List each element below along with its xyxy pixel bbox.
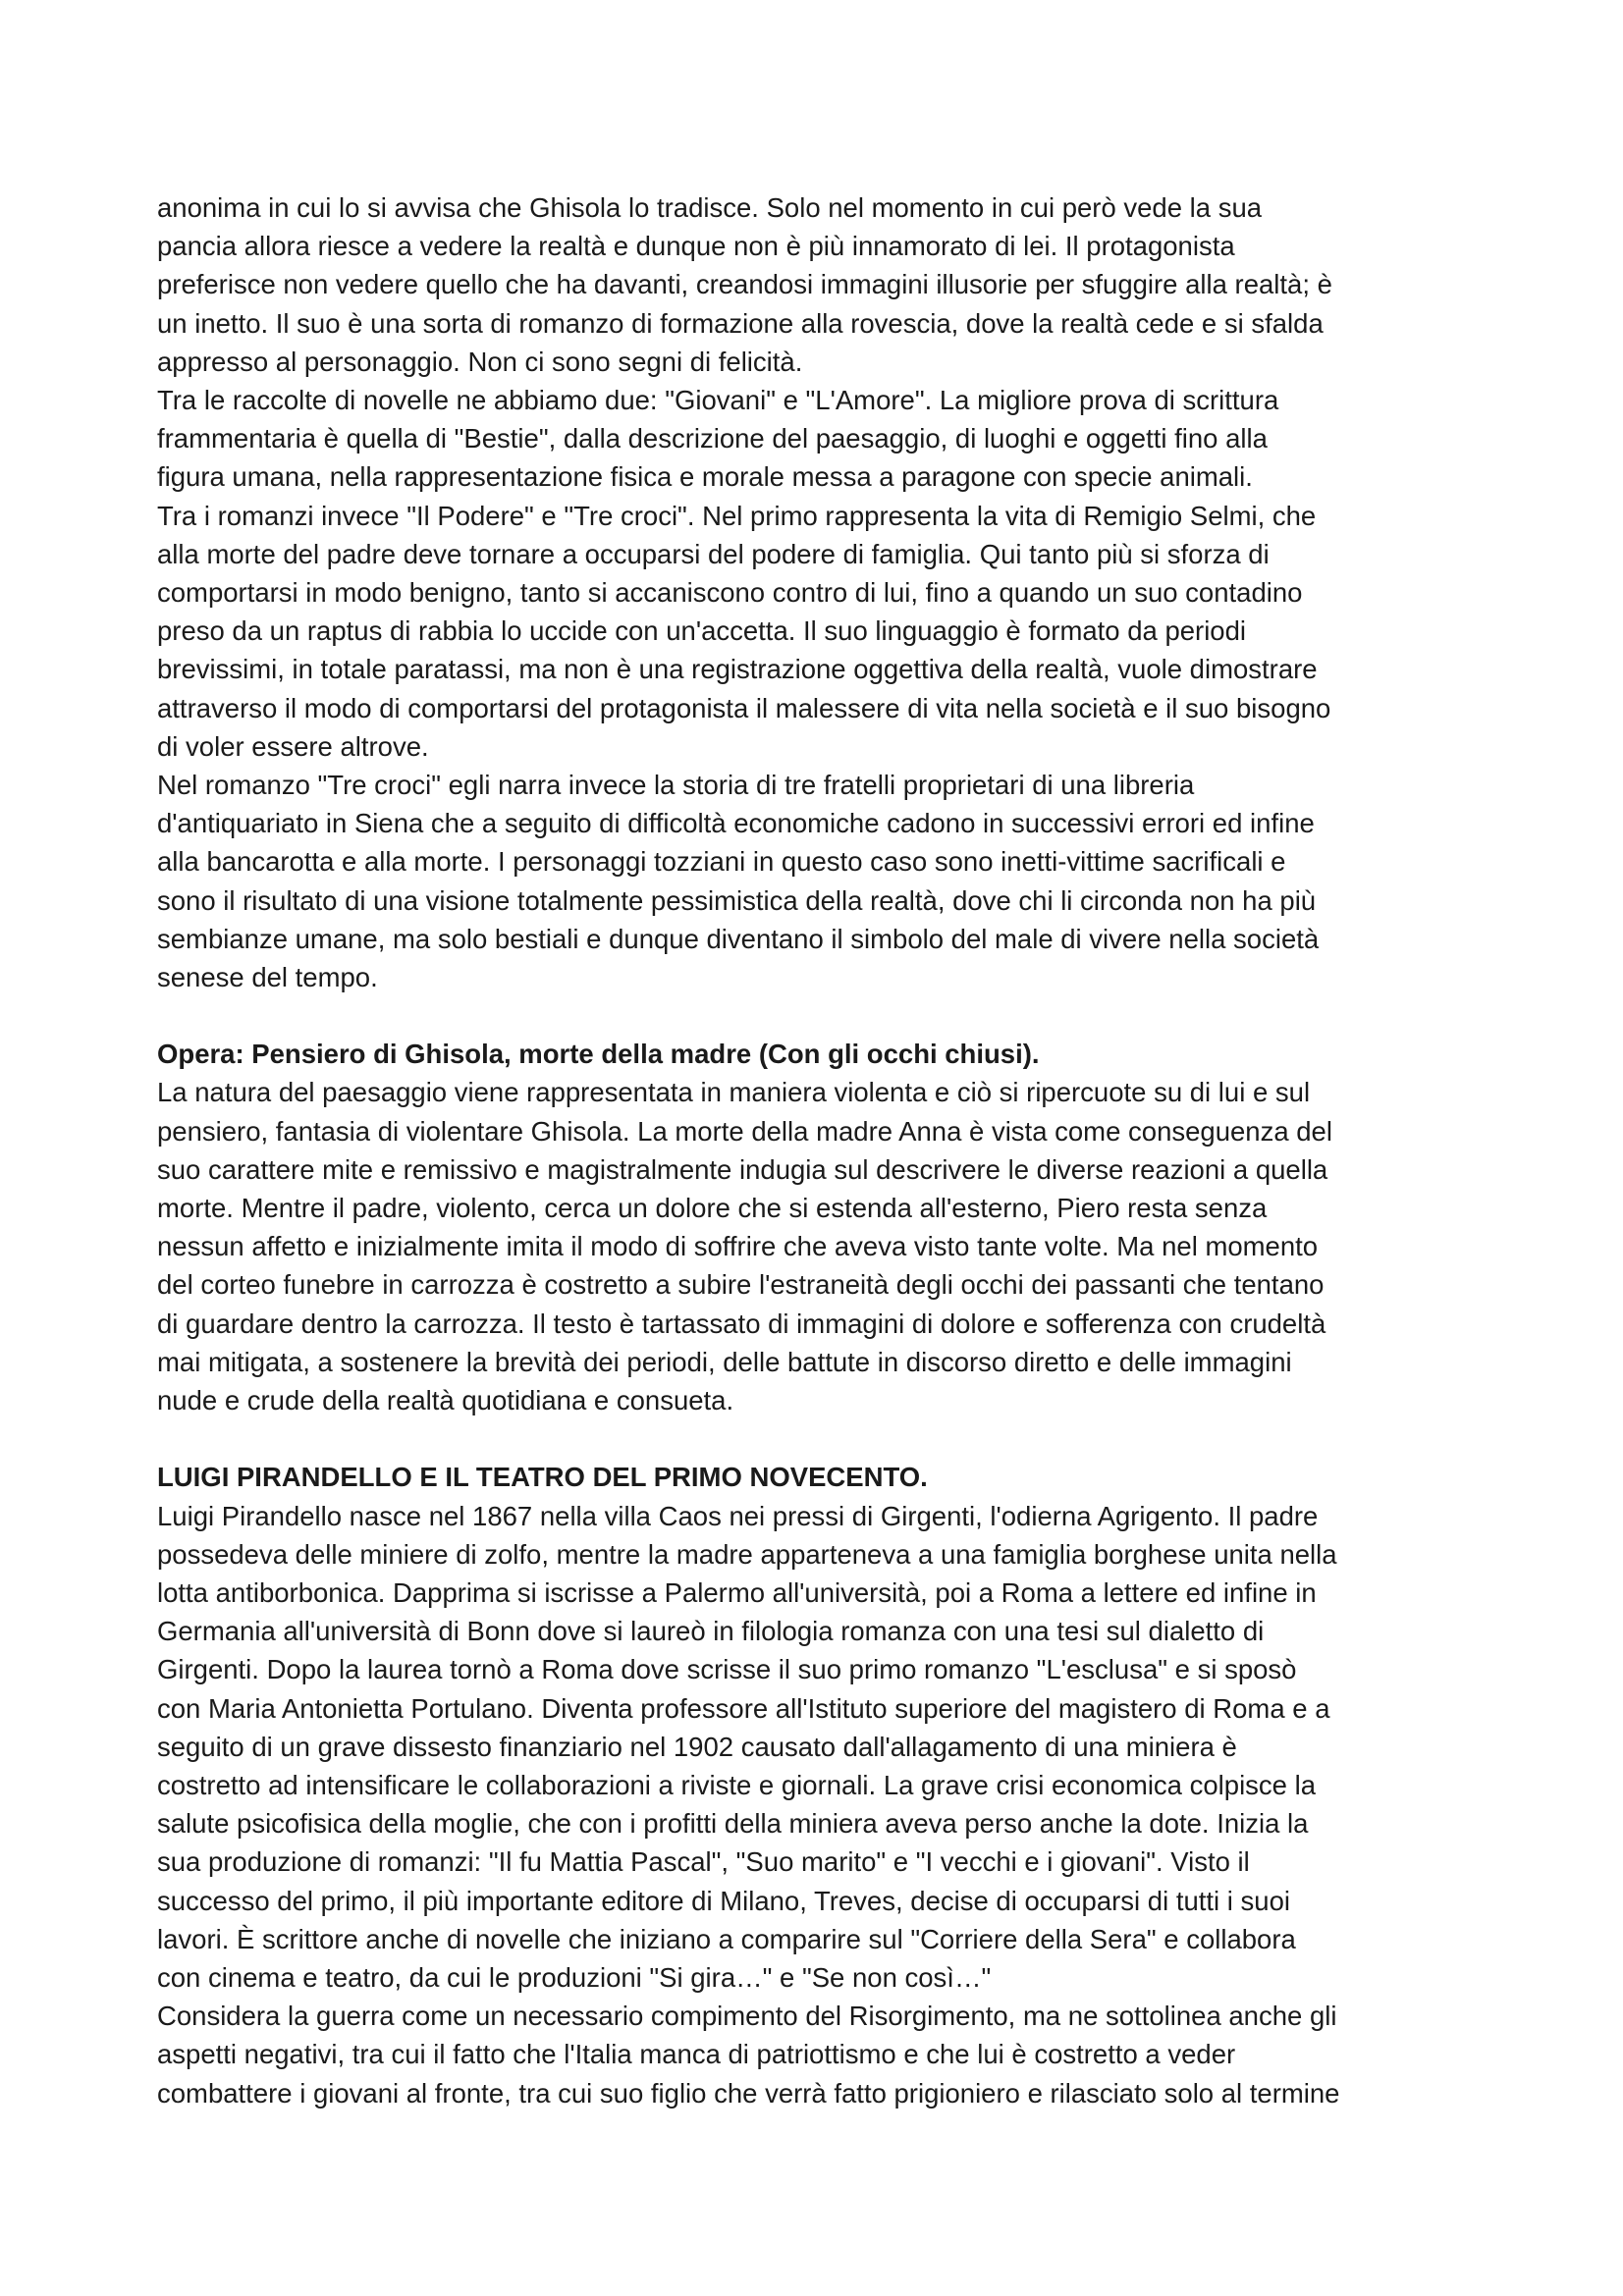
text-line: morte. Mentre il padre, violento, cerca un dolore che si estenda all'esterno, Piero resta senza [157,1193,1268,1224]
section-heading [157,1035,1483,1073]
text-line: costretto ad intensificare le collaborazioni a riviste e giornali. La grave crisi economica colpisce la [157,1769,1317,1800]
text-line: lotta antiborbonica. Dapprima si iscrisse a Palermo all'università, poi a Roma a lettere ed infine in [157,1576,1317,1608]
text-line: Girgenti. Dopo la laurea tornò a Roma dove scrisse il suo primo romanzo "L'esclusa" e si sposò [157,1654,1297,1685]
text-line: con Maria Antonietta Portulano. Diventa professore all'Istituto superiore del magistero di Roma e a [157,1692,1330,1724]
text-line: un inetto. Il suo è una sorta di romanzo di formazione alla rovescia, dove la realtà cede e si sfalda [157,307,1324,339]
text-line: pensiero, fantasia di violentare Ghisola. La morte della madre Anna è vista come conseguenza del [157,1115,1332,1147]
text-line: sono il risultato di una visione totalmente pessimistica della realtà, dove chi li circonda non ha più [157,884,1317,916]
text-line: salute psicofisica della moglie, che con i profitti della miniera aveva perso anche la dote. Inizia la [157,1808,1309,1840]
text-line: comportarsi in modo benigno, tanto si accaniscono contro di lui, fino a quando un suo contadino [157,577,1303,609]
section-heading [157,1458,1483,1496]
text-line: lavori. È scrittore anche di novelle che iniziano a comparire sul "Corriere della Sera" e collabora [157,1923,1296,1954]
paragraph [157,1497,1483,1998]
text-line: nessun affetto e inizialmente imita il modo di soffrire che aveva visto tante volte. Ma nel momento [157,1231,1319,1262]
paragraph [157,1073,1483,1419]
text-line: sua produzione di romanzi: "Il fu Mattia Pascal", "Suo marito" e "I vecchi e i giovani". Visto il [157,1846,1250,1878]
text-line: brevissimi, in totale paratassi, ma non è una registrazione oggettiva della realtà, vuole dimostrare [157,654,1318,685]
text-line: mai mitigata, a sostenere la brevità dei periodi, delle battute in discorso diretto e delle immagini [157,1346,1292,1377]
heading-text: Opera: Pensiero di Ghisola, morte della madre (Con gli occhi chiusi). [157,1039,1040,1070]
text-line: appresso al personaggio. Non ci sono segni di felicità. [157,346,803,377]
paragraph [157,1997,1483,2112]
text-line: successo del primo, il più importante editore di Milano, Treves, decise di occuparsi di tutti i suoi [157,1885,1291,1916]
text-line: di guardare dentro la carrozza. Il testo è tartassato di immagini di dolore e sofferenza con crudeltà [157,1308,1326,1339]
text-line: La natura del paesaggio viene rappresentata in maniera violenta e ciò si ripercuote su di lui e sul [157,1077,1311,1108]
text-line: alla morte del padre deve tornare a occuparsi del podere di famiglia. Qui tanto più si sforza di [157,538,1270,569]
text-line: Tra le raccolte di novelle ne abbiamo due: "Giovani" e "L'Amore". La migliore prova di scrittura [157,385,1279,416]
paragraph [157,188,1483,381]
paragraph [157,766,1483,996]
paragraph-gap [157,996,1483,1035]
text-line: Nel romanzo "Tre croci" egli narra invece la storia di tre fratelli proprietari di una libreria [157,770,1195,801]
text-line: con cinema e teatro, da cui le produzioni "Si gira…" e "Se non così…" [157,1961,992,1993]
text-line: aspetti negativi, tra cui il fatto che l'Italia manca di patriottismo e che lui è costretto a veder [157,2039,1236,2070]
text-line: combattere i giovani al fronte, tra cui suo figlio che verrà fatto prigioniero e rilasciato solo al termine [157,2077,1340,2109]
text-line: pancia allora riesce a vedere la realtà e dunque non è più innamorato di lei. Il protagonista [157,231,1235,262]
text-line: suo carattere mite e remissivo e magistralmente indugia sul descrivere le diverse reazioni a quella [157,1153,1328,1185]
text-line: senese del tempo. [157,962,378,993]
text-line: Luigi Pirandello nasce nel 1867 nella villa Caos nei pressi di Girgenti, l'odierna Agrigento. Il padre [157,1500,1319,1531]
text-line: preso da un raptus di rabbia lo uccide con un'accetta. Il suo linguaggio è formato da periodi [157,615,1247,647]
text-line: sembianze umane, ma solo bestiali e dunque diventano il simbolo del male di vivere nella società [157,923,1320,954]
text-line: possedeva delle miniere di zolfo, mentre la madre apparteneva a una famiglia borghese unita nella [157,1538,1337,1570]
text-line: anonima in cui lo si avvisa che Ghisola lo tradisce. Solo nel momento in cui però vede la sua [157,192,1263,223]
text-line: di voler essere altrove. [157,730,429,762]
text-line: frammentaria è quella di "Bestie", dalla descrizione del paesaggio, di luoghi e oggetti fino alla [157,423,1268,454]
text-line: del corteo funebre in carrozza è costretto a subire l'estraneità degli occhi dei passanti che tentano [157,1269,1325,1301]
text-line: nude e crude della realtà quotidiana e consueta. [157,1385,734,1416]
paragraph [157,497,1483,766]
paragraph-gap [157,1419,1483,1458]
text-line: figura umana, nella rappresentazione fisica e morale messa a paragone con specie animali. [157,461,1253,493]
text-line: Tra i romanzi invece "Il Podere" e "Tre croci". Nel primo rappresenta la vita di Remigio Selmi, che [157,500,1317,531]
section-opera [157,1035,1483,1419]
text-line: Considera la guerra come un necessario compimento del Risorgimento, ma ne sottolinea anche gli [157,2001,1337,2032]
text-line: alla bancarotta e alla morte. I personaggi tozziani in questo caso sono inetti-vittime sacrificali e [157,846,1286,878]
section-pirandello [157,1458,1483,2111]
section-tozzi [157,188,1483,996]
text-line: Germania all'università di Bonn dove si laureò in filologia romanza con una tesi sul dialetto di [157,1616,1265,1647]
text-line: attraverso il modo di comportarsi del protagonista il malessere di vita nella società e il suo bisogno [157,692,1331,723]
paragraph [157,381,1483,497]
text-line: seguito di un grave dissesto finanziario nel 1902 causato dall'allagamento di una miniera è [157,1731,1237,1762]
document-page [157,188,1483,2112]
text-line: d'antiquariato in Siena che a seguito di difficoltà economiche cadono in successivi errori ed infine [157,808,1315,839]
heading-text: LUIGI PIRANDELLO E IL TEATRO DEL PRIMO NOVECENTO. [157,1462,928,1493]
text-line: preferisce non vedere quello che ha davanti, creandosi immagini illusorie per sfuggire alla realtà; è [157,269,1332,300]
